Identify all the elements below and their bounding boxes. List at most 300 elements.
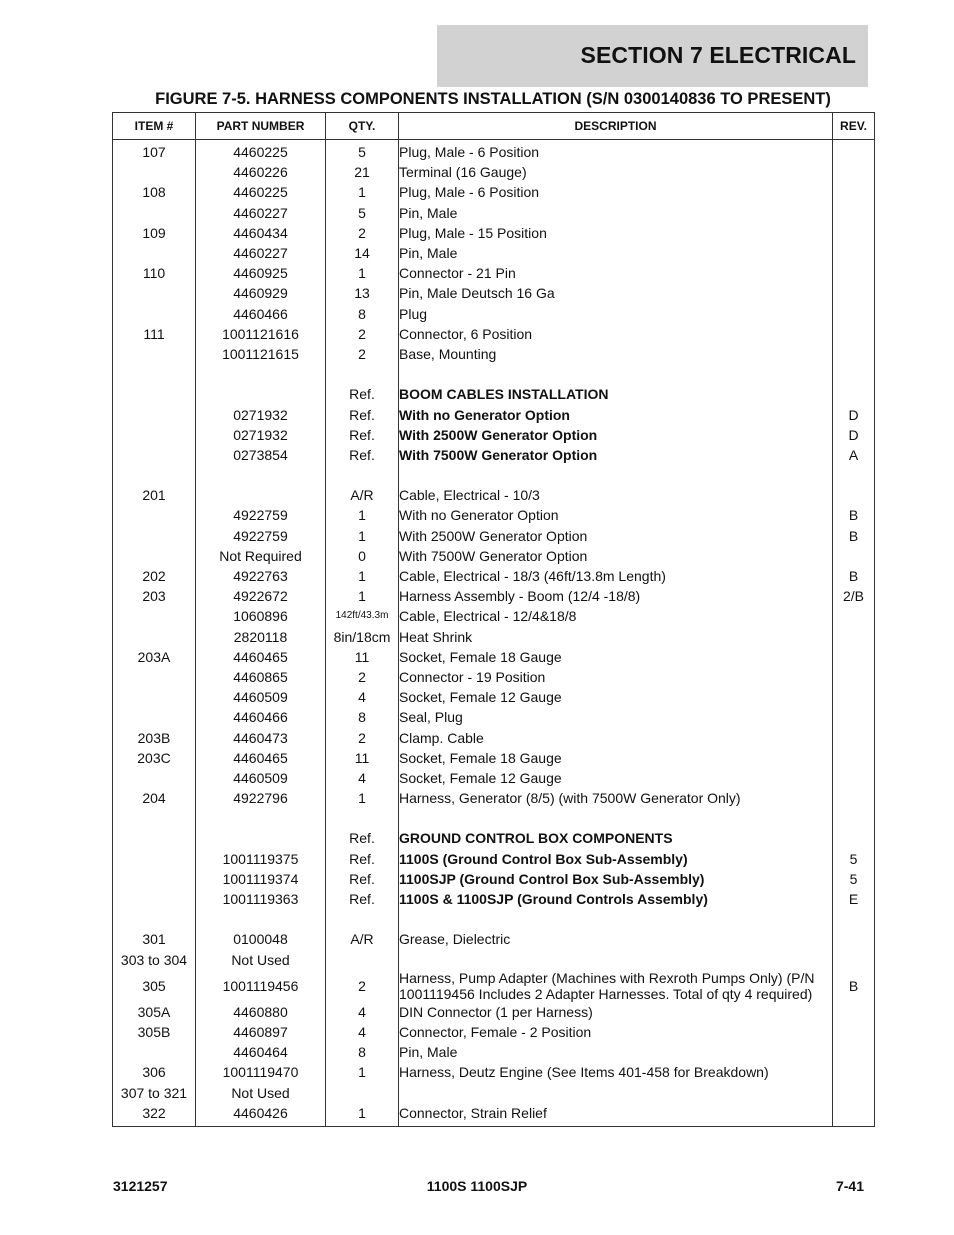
quantity-cell [326, 465, 399, 485]
table-row [113, 667, 875, 687]
description-cell: Connector, Female - 2 Position [399, 1022, 833, 1042]
revision-cell [833, 1022, 875, 1042]
quantity-cell: 8in/18cm [326, 627, 399, 647]
part-number-cell: 4922759 [196, 526, 326, 546]
section-header-box [437, 25, 868, 87]
column-header-rev: REV. [833, 113, 875, 140]
item-number-cell: 111 [113, 324, 196, 344]
revision-cell [833, 687, 875, 707]
item-number-cell [113, 243, 196, 263]
part-number-cell: 4922763 [196, 566, 326, 586]
table-row [113, 465, 875, 485]
revision-cell [833, 768, 875, 788]
item-number-cell: 201 [113, 485, 196, 505]
table-row [113, 970, 875, 1002]
quantity-cell: 1 [326, 1062, 399, 1082]
description-cell: Plug, Male - 6 Position [399, 140, 833, 163]
item-number-cell: 303 to 304 [113, 950, 196, 970]
item-number-cell: 202 [113, 566, 196, 586]
item-number-cell [113, 909, 196, 929]
item-number-cell [113, 889, 196, 909]
part-number-cell: 4460880 [196, 1002, 326, 1022]
quantity-cell: 8 [326, 707, 399, 727]
description-cell: 1100S & 1100SJP (Ground Controls Assembly) [399, 889, 833, 909]
revision-cell [833, 162, 875, 182]
revision-cell [833, 263, 875, 283]
revision-cell [833, 546, 875, 566]
column-header-part-number: PART NUMBER [196, 113, 326, 140]
item-number-cell [113, 364, 196, 384]
table-row [113, 404, 875, 424]
description-cell: Connector - 19 Position [399, 667, 833, 687]
revision-cell [833, 182, 875, 202]
part-number-cell: 4460426 [196, 1103, 326, 1127]
part-number-cell: 4460466 [196, 304, 326, 324]
quantity-cell: 8 [326, 304, 399, 324]
part-number-cell: 1001119470 [196, 1062, 326, 1082]
table-row [113, 889, 875, 909]
table-row [113, 950, 875, 970]
revision-cell: B [833, 970, 875, 1002]
parts-table-body [113, 140, 875, 1127]
part-number-cell: 4460509 [196, 768, 326, 788]
column-header-item: ITEM # [113, 113, 196, 140]
table-row [113, 1002, 875, 1022]
part-number-cell: 4460465 [196, 748, 326, 768]
table-row [113, 788, 875, 808]
revision-cell [833, 828, 875, 848]
table-row [113, 304, 875, 324]
description-cell [399, 950, 833, 970]
description-cell: Plug, Male - 6 Position [399, 182, 833, 202]
revision-cell [833, 283, 875, 303]
part-number-cell: 4460473 [196, 727, 326, 747]
part-number-cell: 4460227 [196, 203, 326, 223]
item-number-cell: 203B [113, 727, 196, 747]
revision-cell [833, 1042, 875, 1062]
revision-cell [833, 140, 875, 163]
part-number-cell: 4460226 [196, 162, 326, 182]
quantity-cell: 2 [326, 970, 399, 1002]
table-header-row [113, 113, 875, 140]
quantity-cell: Ref. [326, 384, 399, 404]
column-header-description: DESCRIPTION [399, 113, 833, 140]
part-number-cell: 4460466 [196, 707, 326, 727]
quantity-cell: 11 [326, 647, 399, 667]
quantity-cell: 1 [326, 526, 399, 546]
item-number-cell: 203 [113, 586, 196, 606]
table-row [113, 1062, 875, 1082]
quantity-cell: 4 [326, 1002, 399, 1022]
item-number-cell [113, 546, 196, 566]
revision-cell [833, 909, 875, 929]
description-cell: GROUND CONTROL BOX COMPONENTS [399, 828, 833, 848]
quantity-cell: Ref. [326, 425, 399, 445]
part-number-cell: 1001121615 [196, 344, 326, 364]
description-cell: With 7500W Generator Option [399, 445, 833, 465]
item-number-cell [113, 465, 196, 485]
revision-cell [833, 485, 875, 505]
item-number-cell [113, 768, 196, 788]
footer-page-number: 7-41 [835, 1178, 864, 1194]
revision-cell [833, 727, 875, 747]
item-number-cell [113, 869, 196, 889]
revision-cell [833, 203, 875, 223]
item-number-cell: 203C [113, 748, 196, 768]
description-cell: Pin, Male [399, 1042, 833, 1062]
item-number-cell [113, 283, 196, 303]
description-cell: Connector, Strain Relief [399, 1103, 833, 1127]
revision-cell [833, 748, 875, 768]
part-number-cell: 0271932 [196, 425, 326, 445]
quantity-cell: Ref. [326, 849, 399, 869]
table-row [113, 929, 875, 949]
table-row [113, 425, 875, 445]
part-number-cell: 0273854 [196, 445, 326, 465]
table-row [113, 606, 875, 626]
item-number-cell [113, 203, 196, 223]
item-number-cell [113, 627, 196, 647]
item-number-cell [113, 505, 196, 525]
quantity-cell [326, 909, 399, 929]
description-cell: Harness, Pump Adapter (Machines with Rexroth Pumps Only) (P/N 1001119456 Includes 2 Adapter Harnesses. Total of qty 4 required) [399, 970, 833, 1002]
quantity-cell: Ref. [326, 828, 399, 848]
part-number-cell: 4460897 [196, 1022, 326, 1042]
item-number-cell [113, 707, 196, 727]
revision-cell [833, 647, 875, 667]
description-cell: Socket, Female 18 Gauge [399, 647, 833, 667]
description-cell: Seal, Plug [399, 707, 833, 727]
footer-model: 1100S 1100SJP [426, 1178, 528, 1194]
revision-cell [833, 304, 875, 324]
table-row [113, 485, 875, 505]
part-number-cell: 1060896 [196, 606, 326, 626]
item-number-cell: 306 [113, 1062, 196, 1082]
part-number-cell [196, 808, 326, 828]
revision-cell [833, 950, 875, 970]
table-row [113, 586, 875, 606]
description-cell: 1100S (Ground Control Box Sub-Assembly) [399, 849, 833, 869]
description-cell: Harness Assembly - Boom (12/4 -18/8) [399, 586, 833, 606]
revision-cell [833, 465, 875, 485]
description-cell: Connector - 21 Pin [399, 263, 833, 283]
description-cell: With no Generator Option [399, 505, 833, 525]
quantity-cell [326, 808, 399, 828]
description-cell: Base, Mounting [399, 344, 833, 364]
part-number-cell: 4460225 [196, 182, 326, 202]
quantity-cell: Ref. [326, 445, 399, 465]
quantity-cell: 142ft/43.3m [326, 606, 399, 626]
part-number-cell: Not Used [196, 950, 326, 970]
table-row [113, 505, 875, 525]
quantity-cell: 0 [326, 546, 399, 566]
quantity-cell: Ref. [326, 404, 399, 424]
item-number-cell [113, 849, 196, 869]
table-row [113, 647, 875, 667]
revision-cell [833, 627, 875, 647]
item-number-cell: 203A [113, 647, 196, 667]
quantity-cell: 1 [326, 586, 399, 606]
table-row [113, 909, 875, 929]
part-number-cell: 4460465 [196, 647, 326, 667]
item-number-cell: 322 [113, 1103, 196, 1127]
table-row [113, 546, 875, 566]
revision-cell [833, 344, 875, 364]
revision-cell [833, 243, 875, 263]
revision-cell: A [833, 445, 875, 465]
quantity-cell: 5 [326, 203, 399, 223]
part-number-cell [196, 485, 326, 505]
revision-cell: B [833, 566, 875, 586]
table-row [113, 768, 875, 788]
part-number-cell: 4922672 [196, 586, 326, 606]
table-row [113, 1042, 875, 1062]
quantity-cell: 2 [326, 727, 399, 747]
quantity-cell: 4 [326, 1022, 399, 1042]
table-row [113, 324, 875, 344]
revision-cell [833, 667, 875, 687]
item-number-cell: 109 [113, 223, 196, 243]
description-cell [399, 465, 833, 485]
table-row [113, 1103, 875, 1127]
quantity-cell: 1 [326, 182, 399, 202]
part-number-cell: 4922759 [196, 505, 326, 525]
description-cell: With 2500W Generator Option [399, 425, 833, 445]
revision-cell [833, 1103, 875, 1127]
part-number-cell: 1001119363 [196, 889, 326, 909]
table-row [113, 223, 875, 243]
description-cell: Grease, Dielectric [399, 929, 833, 949]
item-number-cell: 110 [113, 263, 196, 283]
part-number-cell: 4922796 [196, 788, 326, 808]
description-cell: Socket, Female 18 Gauge [399, 748, 833, 768]
quantity-cell: 2 [326, 344, 399, 364]
revision-cell [833, 1082, 875, 1102]
revision-cell [833, 324, 875, 344]
description-cell: Pin, Male [399, 243, 833, 263]
quantity-cell: 1 [326, 566, 399, 586]
item-number-cell [113, 162, 196, 182]
part-number-cell [196, 465, 326, 485]
revision-cell: D [833, 425, 875, 445]
description-cell: Cable, Electrical - 10/3 [399, 485, 833, 505]
table-row [113, 707, 875, 727]
item-number-cell: 305 [113, 970, 196, 1002]
quantity-cell [326, 364, 399, 384]
figure-title: FIGURE 7-5. HARNESS COMPONENTS INSTALLATION (S/N 0300140836 TO PRESENT) [155, 90, 831, 108]
table-row [113, 849, 875, 869]
part-number-cell: 0100048 [196, 929, 326, 949]
description-cell: Connector, 6 Position [399, 324, 833, 344]
part-number-cell: 4460434 [196, 223, 326, 243]
description-cell: Plug, Male - 15 Position [399, 223, 833, 243]
table-row [113, 727, 875, 747]
part-number-cell: 1001119375 [196, 849, 326, 869]
table-row [113, 162, 875, 182]
revision-cell [833, 808, 875, 828]
revision-cell: B [833, 505, 875, 525]
revision-cell: 5 [833, 869, 875, 889]
table-row [113, 808, 875, 828]
description-cell: Socket, Female 12 Gauge [399, 768, 833, 788]
description-cell [399, 909, 833, 929]
footer-document-number: 3121257 [113, 1178, 168, 1194]
revision-cell [833, 707, 875, 727]
description-cell: Terminal (16 Gauge) [399, 162, 833, 182]
quantity-cell: 2 [326, 324, 399, 344]
description-cell: Pin, Male [399, 203, 833, 223]
quantity-cell [326, 950, 399, 970]
description-cell: Cable, Electrical - 12/4&18/8 [399, 606, 833, 626]
part-number-cell: 4460464 [196, 1042, 326, 1062]
part-number-cell [196, 384, 326, 404]
quantity-cell: Ref. [326, 889, 399, 909]
quantity-cell: 14 [326, 243, 399, 263]
table-row [113, 384, 875, 404]
quantity-cell: 1 [326, 1103, 399, 1127]
revision-cell: E [833, 889, 875, 909]
table-row [113, 748, 875, 768]
item-number-cell: 305B [113, 1022, 196, 1042]
part-number-cell: 2820118 [196, 627, 326, 647]
part-number-cell: 4460225 [196, 140, 326, 163]
description-cell: Socket, Female 12 Gauge [399, 687, 833, 707]
revision-cell [833, 1002, 875, 1022]
item-number-cell [113, 667, 196, 687]
description-cell: Harness, Generator (8/5) (with 7500W Generator Only) [399, 788, 833, 808]
revision-cell [833, 1062, 875, 1082]
quantity-cell: 21 [326, 162, 399, 182]
revision-cell: 5 [833, 849, 875, 869]
column-header-qty: QTY. [326, 113, 399, 140]
revision-cell [833, 788, 875, 808]
table-row [113, 566, 875, 586]
table-row [113, 364, 875, 384]
description-cell: 1100SJP (Ground Control Box Sub-Assembly) [399, 869, 833, 889]
quantity-cell: 2 [326, 667, 399, 687]
quantity-cell: 1 [326, 788, 399, 808]
item-number-cell: 305A [113, 1002, 196, 1022]
item-number-cell [113, 445, 196, 465]
table-row [113, 828, 875, 848]
quantity-cell: A/R [326, 485, 399, 505]
revision-cell [833, 606, 875, 626]
table-row [113, 869, 875, 889]
item-number-cell [113, 425, 196, 445]
table-row [113, 203, 875, 223]
part-number-cell [196, 828, 326, 848]
quantity-cell: 13 [326, 283, 399, 303]
table-row [113, 1082, 875, 1102]
table-row [113, 526, 875, 546]
parts-table [112, 112, 875, 1127]
description-cell [399, 808, 833, 828]
part-number-cell: Not Required [196, 546, 326, 566]
quantity-cell: Ref. [326, 869, 399, 889]
part-number-cell: 1001121616 [196, 324, 326, 344]
quantity-cell: 4 [326, 768, 399, 788]
description-cell: With no Generator Option [399, 404, 833, 424]
table-row [113, 283, 875, 303]
description-cell: Plug [399, 304, 833, 324]
item-number-cell [113, 687, 196, 707]
description-cell: With 2500W Generator Option [399, 526, 833, 546]
table-row [113, 687, 875, 707]
table-row [113, 243, 875, 263]
revision-cell [833, 384, 875, 404]
description-cell: With 7500W Generator Option [399, 546, 833, 566]
part-number-cell: 4460925 [196, 263, 326, 283]
part-number-cell: 4460509 [196, 687, 326, 707]
item-number-cell: 107 [113, 140, 196, 163]
revision-cell [833, 929, 875, 949]
revision-cell [833, 223, 875, 243]
description-cell: BOOM CABLES INSTALLATION [399, 384, 833, 404]
part-number-cell: 0271932 [196, 404, 326, 424]
part-number-cell: 1001119374 [196, 869, 326, 889]
table-row [113, 344, 875, 364]
revision-cell: 2/B [833, 586, 875, 606]
description-cell: Cable, Electrical - 18/3 (46ft/13.8m Length) [399, 566, 833, 586]
item-number-cell [113, 404, 196, 424]
quantity-cell: 5 [326, 140, 399, 163]
table-row [113, 263, 875, 283]
part-number-cell: 4460227 [196, 243, 326, 263]
quantity-cell: 2 [326, 223, 399, 243]
section-title: SECTION 7 ELECTRICAL [580, 42, 856, 68]
quantity-cell: 1 [326, 263, 399, 283]
item-number-cell: 307 to 321 [113, 1082, 196, 1102]
description-cell [399, 1082, 833, 1102]
quantity-cell [326, 1082, 399, 1102]
part-number-cell: 1001119456 [196, 970, 326, 1002]
table-row [113, 1022, 875, 1042]
table-row [113, 627, 875, 647]
item-number-cell [113, 1042, 196, 1062]
item-number-cell [113, 344, 196, 364]
part-number-cell: 4460865 [196, 667, 326, 687]
quantity-cell: 1 [326, 505, 399, 525]
item-number-cell [113, 384, 196, 404]
item-number-cell [113, 304, 196, 324]
description-cell: DIN Connector (1 per Harness) [399, 1002, 833, 1022]
description-cell: Clamp. Cable [399, 727, 833, 747]
quantity-cell: 8 [326, 1042, 399, 1062]
description-cell: Heat Shrink [399, 627, 833, 647]
part-number-cell: 4460929 [196, 283, 326, 303]
item-number-cell [113, 526, 196, 546]
description-cell: Harness, Deutz Engine (See Items 401-458 for Breakdown) [399, 1062, 833, 1082]
part-number-cell: Not Used [196, 1082, 326, 1102]
item-number-cell: 108 [113, 182, 196, 202]
quantity-cell: 4 [326, 687, 399, 707]
table-row [113, 140, 875, 163]
quantity-cell: A/R [326, 929, 399, 949]
item-number-cell: 301 [113, 929, 196, 949]
description-cell [399, 364, 833, 384]
table-row [113, 445, 875, 465]
part-number-cell [196, 909, 326, 929]
part-number-cell [196, 364, 326, 384]
revision-cell: D [833, 404, 875, 424]
item-number-cell [113, 808, 196, 828]
quantity-cell: 11 [326, 748, 399, 768]
table-row [113, 182, 875, 202]
item-number-cell: 204 [113, 788, 196, 808]
revision-cell [833, 364, 875, 384]
revision-cell: B [833, 526, 875, 546]
item-number-cell [113, 828, 196, 848]
